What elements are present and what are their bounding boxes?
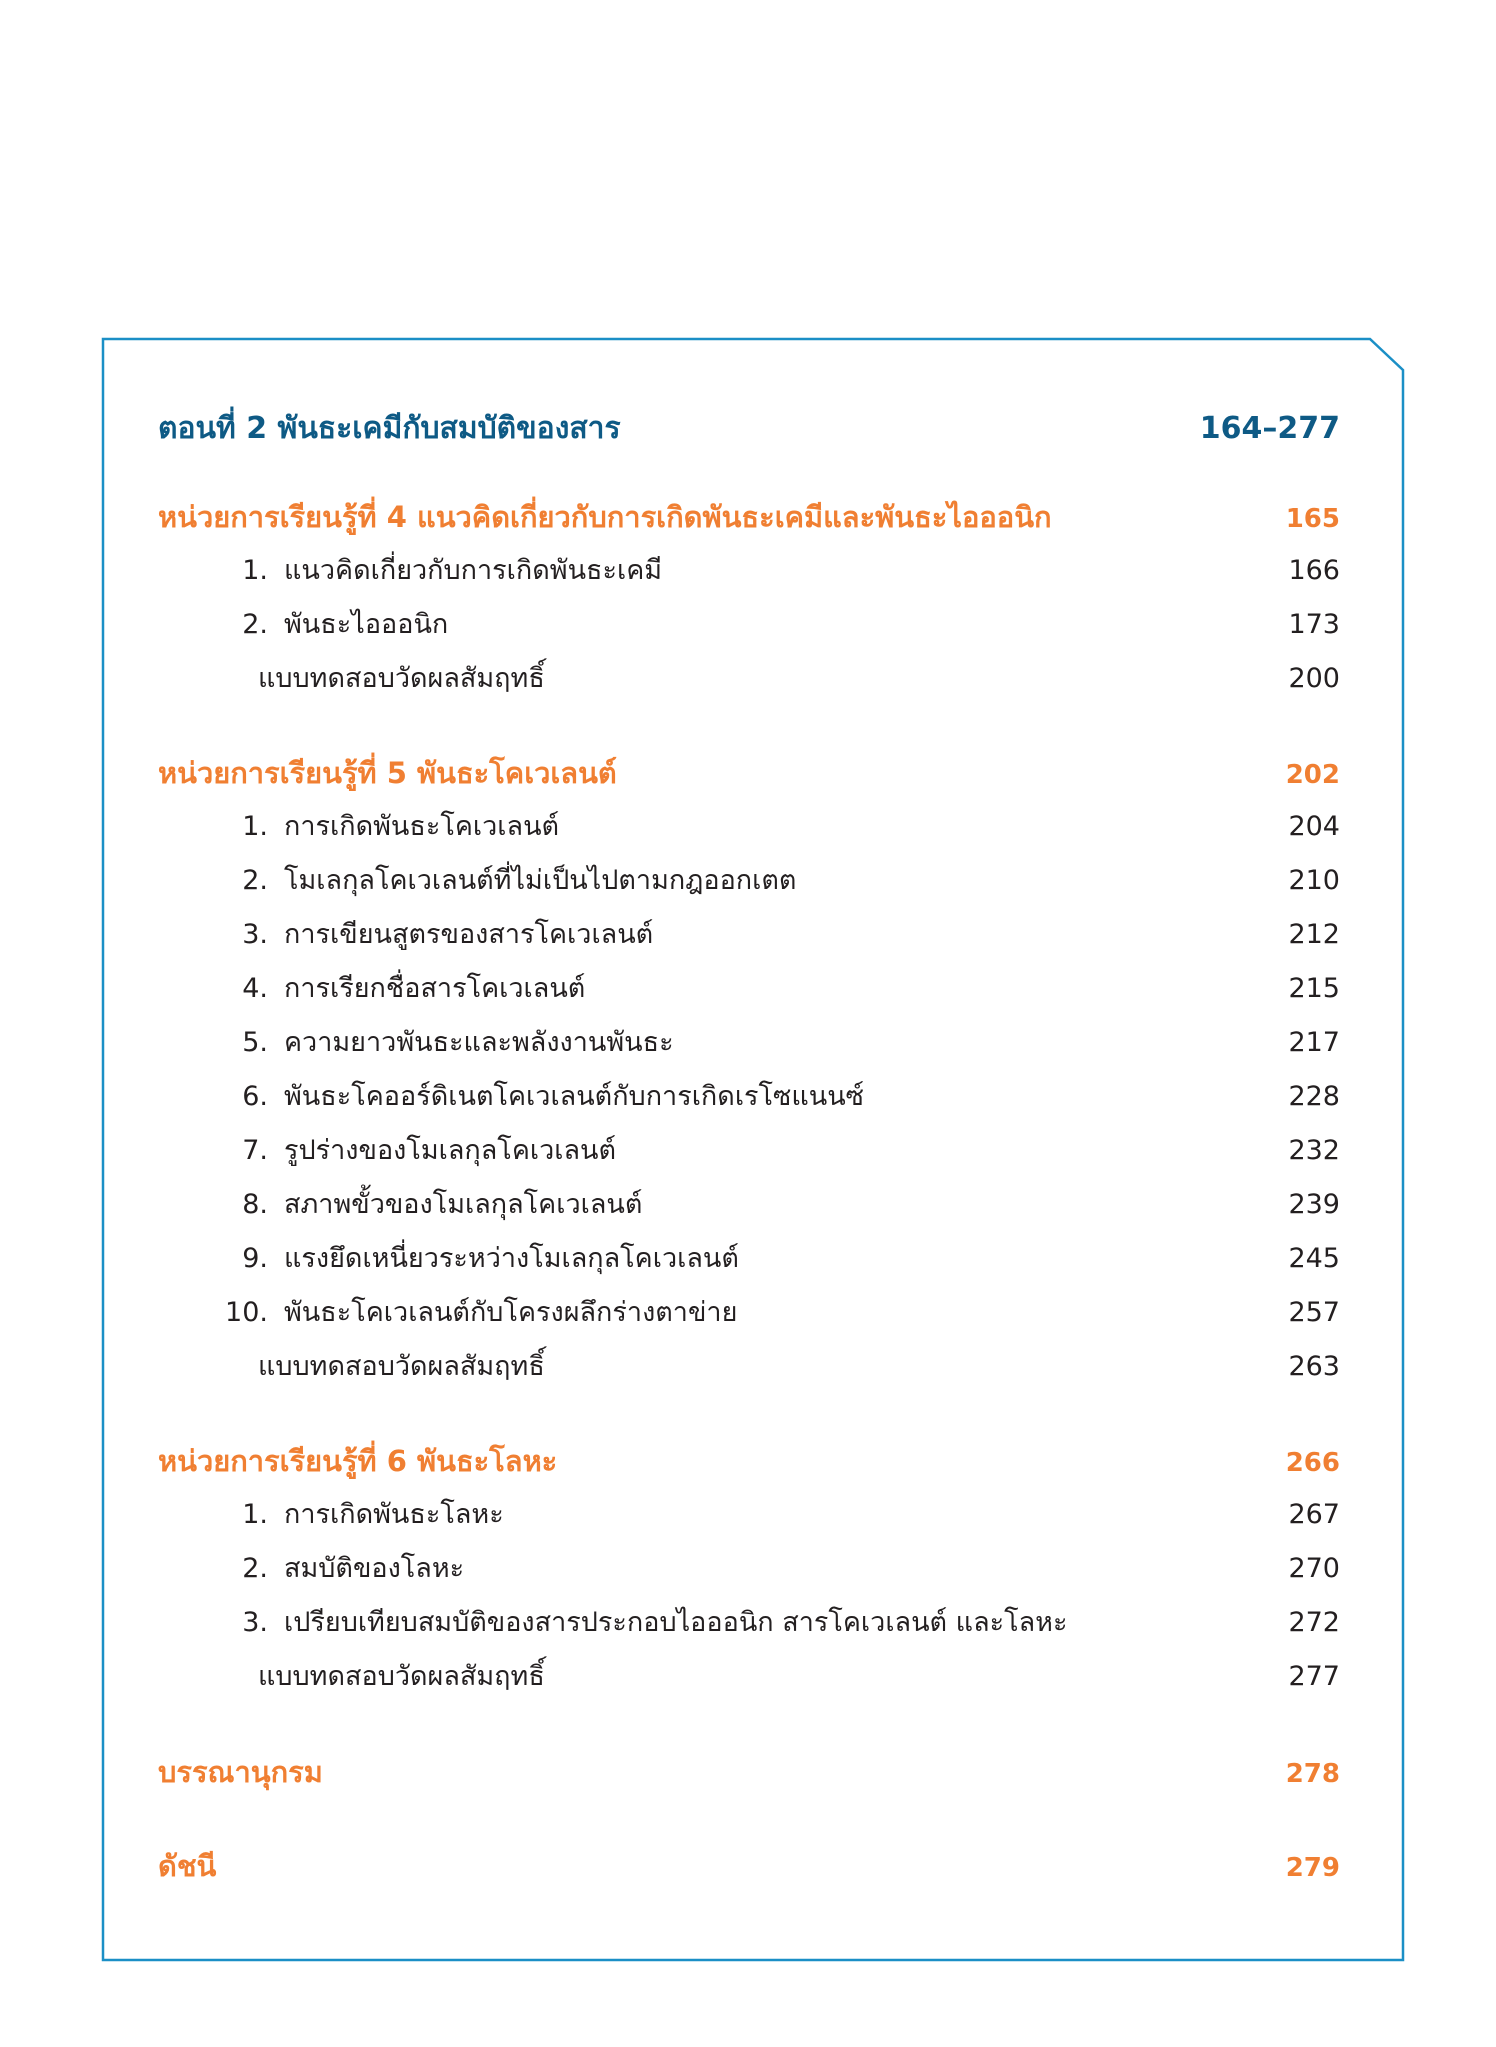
entry-title: พันธะโคออร์ดิเนตโคเวเลนต์กับการเกิดเรโซแนนซ์: [284, 1081, 865, 1112]
unit-heading-5[interactable]: [158, 746, 1340, 800]
entry-title: แนวคิดเกี่ยวกับการเกิดพันธะเคมี: [284, 555, 663, 586]
toc-entry[interactable]: [158, 1286, 1340, 1340]
entry-number: 4.: [242, 973, 268, 1004]
part-page-range: 164–277: [1199, 411, 1340, 446]
entry-page: 232: [1288, 1135, 1340, 1166]
entry-title: แบบทดสอบวัดผลสัมฤทธิ์: [258, 663, 545, 694]
entry-title: เปรียบเทียบสมบัติของสารประกอบไอออนิก สารโคเวเลนต์ และโลหะ: [284, 1607, 1068, 1638]
entry-title: แรงยึดเหนี่ยวระหว่างโมเลกุลโคเวเลนต์: [284, 1243, 739, 1274]
entry-number: 2.: [242, 1553, 268, 1584]
entry-title: สภาพขั้วของโมเลกุลโคเวเลนต์: [284, 1189, 643, 1220]
index-heading[interactable]: [158, 1839, 1340, 1893]
toc-entry[interactable]: [158, 1070, 1340, 1124]
entry-page: 215: [1288, 973, 1340, 1004]
entry-page: 204: [1288, 811, 1340, 842]
toc-entry[interactable]: [158, 854, 1340, 908]
spacer: [158, 1799, 1340, 1839]
bibliography-title: บรรณานุกรม: [158, 1755, 323, 1789]
entry-title: การเรียกชื่อสารโคเวเลนต์: [284, 973, 586, 1004]
entry-title: โมเลกุลโคเวเลนต์ที่ไม่เป็นไปตามกฎออกเตต: [284, 865, 797, 896]
entry-number: 10.: [225, 1297, 268, 1328]
entry-number: 3.: [242, 1607, 268, 1638]
entry-title: พันธะไอออนิก: [284, 609, 449, 640]
entry-page: 263: [1288, 1351, 1340, 1382]
toc-entry[interactable]: [158, 908, 1340, 962]
entry-page: 267: [1288, 1499, 1340, 1530]
entry-page: 245: [1288, 1243, 1340, 1274]
entry-page: 217: [1288, 1027, 1340, 1058]
entry-page: 239: [1288, 1189, 1340, 1220]
toc-entry-test[interactable]: [158, 1650, 1340, 1704]
index-title: ดัชนี: [158, 1849, 217, 1883]
entry-title: ความยาวพันธะและพลังงานพันธะ: [284, 1027, 674, 1058]
toc-entry-test[interactable]: [158, 652, 1340, 706]
entry-number: 8.: [242, 1189, 268, 1220]
bibliography-heading[interactable]: [158, 1745, 1340, 1799]
spacer: [158, 1704, 1340, 1745]
toc-entry[interactable]: [158, 1488, 1340, 1542]
toc-entry[interactable]: [158, 1178, 1340, 1232]
part-heading[interactable]: [158, 398, 1340, 460]
toc-entry[interactable]: [158, 1596, 1340, 1650]
entry-number: 3.: [242, 919, 268, 950]
toc-entry[interactable]: [158, 544, 1340, 598]
entry-title: สมบัติของโลหะ: [284, 1553, 465, 1584]
toc-entry[interactable]: [158, 1016, 1340, 1070]
entry-page: 173: [1288, 609, 1340, 640]
entry-number: 2.: [242, 609, 268, 640]
unit-page: 165: [1285, 504, 1340, 534]
entry-number: 2.: [242, 865, 268, 896]
bibliography-page: 278: [1285, 1759, 1340, 1789]
entry-page: 200: [1288, 663, 1340, 694]
entry-page: 257: [1288, 1297, 1340, 1328]
unit-heading-6[interactable]: [158, 1434, 1340, 1488]
unit-page: 266: [1285, 1448, 1340, 1478]
entry-title: พันธะโคเวเลนต์กับโครงผลึกร่างตาข่าย: [284, 1297, 738, 1328]
entry-number: 1.: [242, 555, 268, 586]
unit-page: 202: [1285, 760, 1340, 790]
entry-number: 9.: [242, 1243, 268, 1274]
entry-title: รูปร่างของโมเลกุลโคเวเลนต์: [284, 1135, 617, 1166]
entry-number: 1.: [242, 811, 268, 842]
index-page: 279: [1285, 1853, 1340, 1883]
unit-title: หน่วยการเรียนรู้ที่ 4 แนวคิดเกี่ยวกับการเกิดพันธะเคมีและพันธะไอออนิก: [158, 500, 1052, 534]
toc-entry[interactable]: [158, 800, 1340, 854]
entry-title: แบบทดสอบวัดผลสัมฤทธิ์: [258, 1351, 545, 1382]
spacer: [158, 1394, 1340, 1434]
unit-heading-4[interactable]: [158, 490, 1340, 544]
entry-page: 210: [1288, 865, 1340, 896]
toc-entry-test[interactable]: [158, 1340, 1340, 1394]
unit-title: หน่วยการเรียนรู้ที่ 6 พันธะโลหะ: [158, 1444, 558, 1478]
toc-entry[interactable]: [158, 1124, 1340, 1178]
entry-title: การเกิดพันธะโคเวเลนต์: [284, 811, 560, 842]
entry-number: 5.: [242, 1027, 268, 1058]
entry-number: 1.: [242, 1499, 268, 1530]
part-title: ตอนที่ 2 พันธะเคมีกับสมบัติของสาร: [158, 411, 621, 446]
entry-page: 272: [1288, 1607, 1340, 1638]
entry-page: 228: [1288, 1081, 1340, 1112]
table-of-contents: [158, 398, 1340, 1893]
entry-page: 277: [1288, 1661, 1340, 1692]
toc-entry[interactable]: [158, 598, 1340, 652]
entry-title: การเขียนสูตรของสารโคเวเลนต์: [284, 919, 654, 950]
entry-title: การเกิดพันธะโลหะ: [284, 1499, 504, 1530]
spacer: [158, 706, 1340, 746]
entry-page: 212: [1288, 919, 1340, 950]
entry-number: 6.: [242, 1081, 268, 1112]
entry-title: แบบทดสอบวัดผลสัมฤทธิ์: [258, 1661, 545, 1692]
entry-number: 7.: [242, 1135, 268, 1166]
unit-title: หน่วยการเรียนรู้ที่ 5 พันธะโคเวเลนต์: [158, 756, 617, 790]
toc-entry[interactable]: [158, 962, 1340, 1016]
entry-page: 166: [1288, 555, 1340, 586]
entry-page: 270: [1288, 1553, 1340, 1584]
toc-entry[interactable]: [158, 1542, 1340, 1596]
toc-entry[interactable]: [158, 1232, 1340, 1286]
